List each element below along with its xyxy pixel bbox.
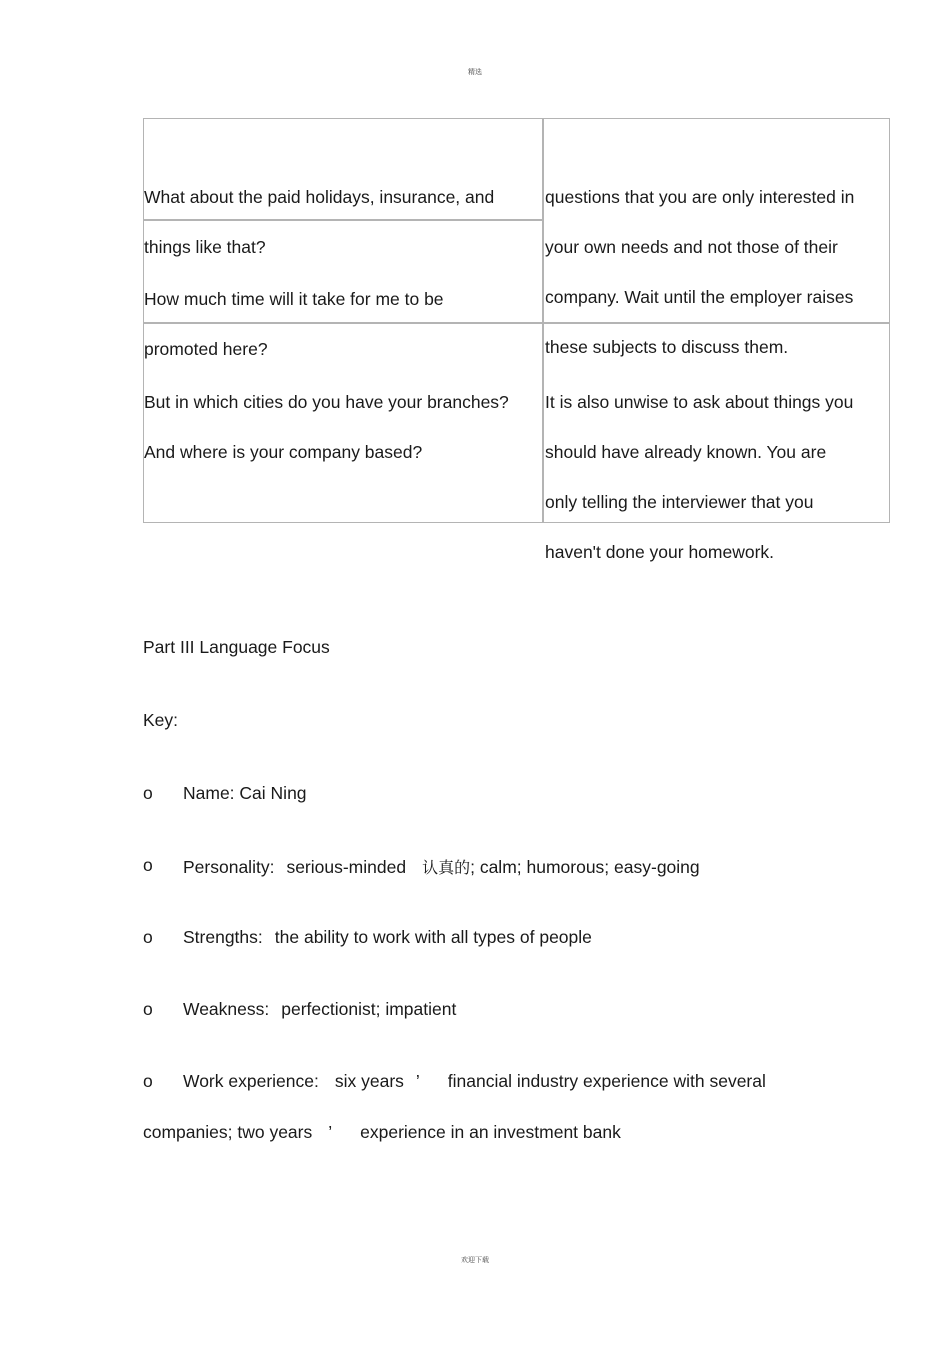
key-item-name bbox=[183, 783, 307, 804]
section-title: Part III Language Focus bbox=[143, 637, 330, 657]
table-cell-question-1 bbox=[143, 118, 543, 257]
name-label: Name: bbox=[183, 783, 235, 803]
question-3-text: But in which cities do you have your branches? And where is your company based? bbox=[144, 392, 509, 462]
key-item-personality bbox=[183, 855, 700, 878]
bullet-marker: o bbox=[143, 927, 153, 947]
question-2-text: How much time will it take for me to be promoted here? bbox=[144, 289, 444, 359]
key-item-weakness bbox=[183, 999, 456, 1020]
question-1-text: What about the paid holidays, insurance, and things like that? bbox=[144, 187, 495, 257]
personality-value-en: serious-minded bbox=[286, 857, 407, 877]
bullet-marker: o bbox=[143, 1071, 153, 1091]
work-experience-label: Work experience: bbox=[183, 1071, 319, 1091]
personality-label: Personality: bbox=[183, 857, 275, 877]
key-label: Key: bbox=[143, 710, 179, 730]
bullet-marker: o bbox=[143, 999, 153, 1019]
work-experience-part1: six years bbox=[334, 1071, 404, 1091]
bullet-marker: o bbox=[143, 855, 153, 875]
strengths-label: Strengths: bbox=[183, 927, 263, 947]
work-experience-continuation bbox=[143, 1122, 621, 1143]
weakness-value: perfectionist; impatient bbox=[281, 999, 457, 1019]
advice-1-text: questions that you are only interested in your own needs and not those of their company. Wait until the employer raises these subjects to discuss them. bbox=[545, 187, 855, 357]
personality-value-zh: 认真的 bbox=[422, 858, 471, 877]
strengths-value: the ability to work with all types of people bbox=[274, 927, 592, 947]
advice-2-text: It is also unwise to ask about things you should have already known. You are only telling the interviewer that you haven't done your homework. bbox=[545, 392, 854, 562]
table-cell-question-2 bbox=[143, 220, 543, 359]
work-experience-part2: financial industry experience with several bbox=[447, 1071, 766, 1091]
work-experience-part4: experience in an investment bank bbox=[360, 1122, 621, 1142]
page-header-mark: 精选 bbox=[468, 68, 482, 76]
apostrophe: ’ bbox=[415, 1071, 420, 1091]
weakness-label: Weakness: bbox=[183, 999, 270, 1019]
table-cell-advice-2 bbox=[543, 323, 890, 562]
personality-value-rest: ; calm; humorous; easy-going bbox=[470, 857, 700, 877]
name-value: Cai Ning bbox=[239, 783, 307, 803]
table-cell-advice-1 bbox=[543, 118, 890, 357]
qa-table bbox=[143, 118, 890, 562]
key-item-work-experience bbox=[183, 1071, 766, 1092]
page-footer-mark: 欢迎下载 bbox=[461, 1256, 489, 1264]
key-item-strengths bbox=[183, 927, 592, 948]
bullet-marker: o bbox=[143, 783, 153, 803]
apostrophe: ’ bbox=[328, 1122, 333, 1142]
work-experience-part3: companies; two years bbox=[143, 1122, 313, 1142]
table-cell-question-3 bbox=[143, 323, 543, 523]
